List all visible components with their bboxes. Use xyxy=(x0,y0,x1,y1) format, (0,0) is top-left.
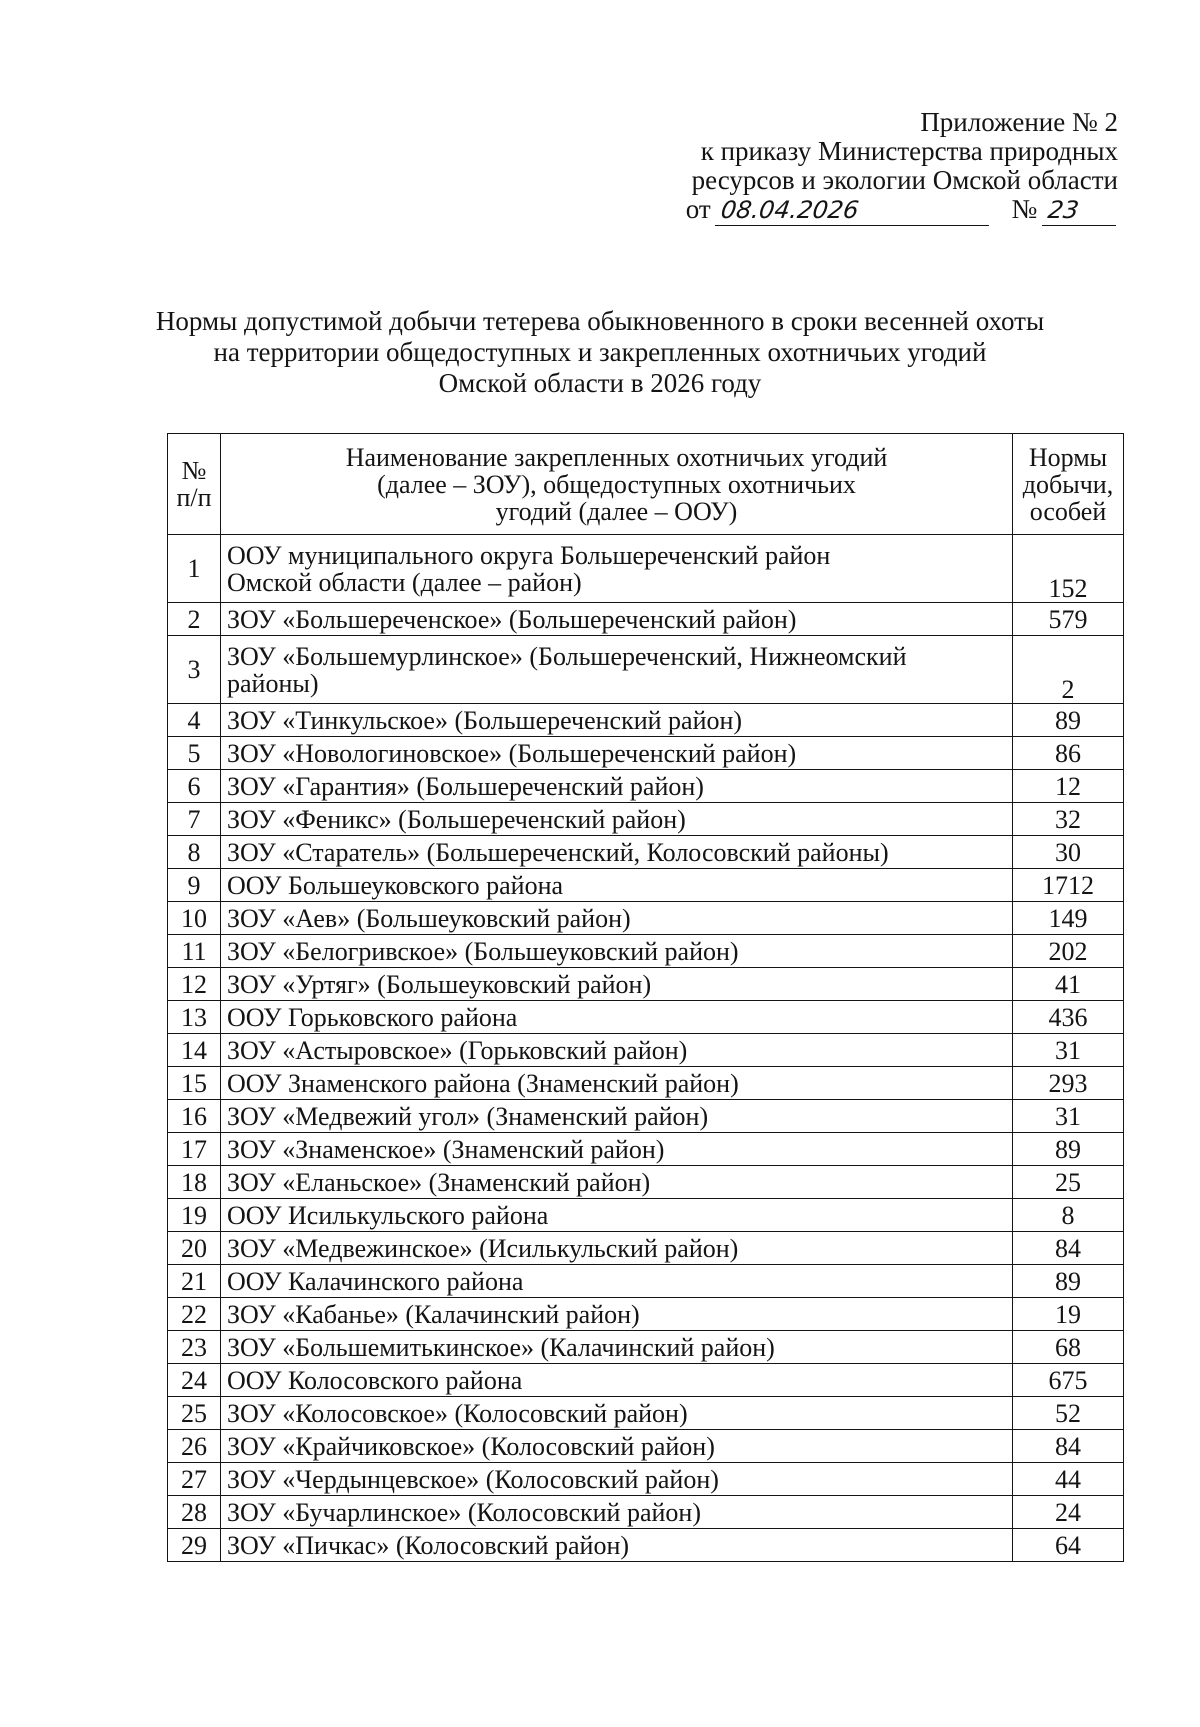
title-line-2: на территории общедоступных и закрепленных охотничьих угодий xyxy=(213,337,987,367)
row-number: 14 xyxy=(168,1034,221,1067)
table-header-row xyxy=(168,434,1124,535)
row-quota: 19 xyxy=(1013,1298,1124,1331)
row-name: ЗОУ «Медвежинское» (Исилькульский район) xyxy=(221,1232,1013,1265)
row-quota: 149 xyxy=(1013,902,1124,935)
row-name: ООУ Калачинского района xyxy=(221,1265,1013,1298)
row-number: 20 xyxy=(168,1232,221,1265)
row-number: 2 xyxy=(168,603,221,636)
row-quota: 579 xyxy=(1013,603,1124,636)
row-name: ООУ Большеуковского района xyxy=(221,869,1013,902)
row-name: ЗОУ «Медвежий угол» (Знаменский район) xyxy=(221,1100,1013,1133)
row-quota: 84 xyxy=(1013,1232,1124,1265)
title-line-3: Омской области в 2026 году xyxy=(438,368,762,398)
row-number: 3 xyxy=(168,636,221,704)
row-quota: 41 xyxy=(1013,968,1124,1001)
row-quota: 2 xyxy=(1013,636,1124,704)
row-quota: 84 xyxy=(1013,1430,1124,1463)
row-number: 29 xyxy=(168,1529,221,1562)
table-row xyxy=(168,1331,1124,1364)
appendix-order-ref: к приказу Министерства природных xyxy=(700,136,1118,166)
row-quota: 32 xyxy=(1013,803,1124,836)
row-quota: 68 xyxy=(1013,1331,1124,1364)
row-number: 21 xyxy=(168,1265,221,1298)
row-quota: 31 xyxy=(1013,1100,1124,1133)
table-row xyxy=(168,869,1124,902)
row-number: 4 xyxy=(168,704,221,737)
quota-table xyxy=(167,433,1124,1562)
appendix-date-line xyxy=(686,195,1118,226)
row-quota: 30 xyxy=(1013,836,1124,869)
row-number: 18 xyxy=(168,1166,221,1199)
row-number: 15 xyxy=(168,1067,221,1100)
row-number: 17 xyxy=(168,1133,221,1166)
table-row xyxy=(168,1034,1124,1067)
row-name: ЗОУ «Еланьское» (Знаменский район) xyxy=(221,1166,1013,1199)
row-number: 25 xyxy=(168,1397,221,1430)
row-number: 8 xyxy=(168,836,221,869)
row-quota: 293 xyxy=(1013,1067,1124,1100)
row-name: ЗОУ «Белогривское» (Большеуковский район) xyxy=(221,935,1013,968)
table-row xyxy=(168,1133,1124,1166)
table-row xyxy=(168,603,1124,636)
table-row xyxy=(168,1496,1124,1529)
handwritten-number: 23 xyxy=(1042,196,1120,226)
row-name: ООУ Колосовского района xyxy=(221,1364,1013,1397)
row-name: ООУ Исилькульского района xyxy=(221,1199,1013,1232)
number-prefix: № xyxy=(1011,194,1038,224)
document-title xyxy=(0,306,1200,399)
row-number: 11 xyxy=(168,935,221,968)
row-number: 27 xyxy=(168,1463,221,1496)
table-row xyxy=(168,535,1124,603)
table-row xyxy=(168,737,1124,770)
table-row xyxy=(168,968,1124,1001)
row-quota: 86 xyxy=(1013,737,1124,770)
row-name: ЗОУ «Кабанье» (Калачинский район) xyxy=(221,1298,1013,1331)
table-row xyxy=(168,1067,1124,1100)
row-quota: 24 xyxy=(1013,1496,1124,1529)
row-name: ЗОУ «Аев» (Большеуковский район) xyxy=(221,902,1013,935)
table-row xyxy=(168,1364,1124,1397)
table-row xyxy=(168,636,1124,704)
row-name: ЗОУ «Крайчиковское» (Колосовский район) xyxy=(221,1430,1013,1463)
row-name: ООУ муниципального округа Большереченский район Омской области (далее – район) xyxy=(221,535,1013,603)
table-row xyxy=(168,1463,1124,1496)
row-name: ЗОУ «Пичкас» (Колосовский район) xyxy=(221,1529,1013,1562)
row-name: ЗОУ «Колосовское» (Колосовский район) xyxy=(221,1397,1013,1430)
table-row xyxy=(168,1001,1124,1034)
row-name: ЗОУ «Большереченское» (Большереченский район) xyxy=(221,603,1013,636)
row-number: 26 xyxy=(168,1430,221,1463)
row-quota: 52 xyxy=(1013,1397,1124,1430)
row-number: 19 xyxy=(168,1199,221,1232)
table-row xyxy=(168,1265,1124,1298)
table-row xyxy=(168,836,1124,869)
title-line-1: Нормы допустимой добычи тетерева обыкновенного в сроки весенней охоты xyxy=(155,306,1045,336)
table-row xyxy=(168,1100,1124,1133)
row-name: ООУ Знаменского района (Знаменский район) xyxy=(221,1067,1013,1100)
table-row xyxy=(168,1298,1124,1331)
header-number: № п/п xyxy=(168,434,221,535)
row-number: 1 xyxy=(168,535,221,603)
row-quota: 1712 xyxy=(1013,869,1124,902)
row-name: ЗОУ «Феникс» (Большереченский район) xyxy=(221,803,1013,836)
row-number: 9 xyxy=(168,869,221,902)
table-row xyxy=(168,1430,1124,1463)
row-quota: 89 xyxy=(1013,1133,1124,1166)
row-number: 12 xyxy=(168,968,221,1001)
row-quota: 202 xyxy=(1013,935,1124,968)
date-prefix: от xyxy=(685,194,711,224)
row-name: ЗОУ «Тинкульское» (Большереченский район) xyxy=(221,704,1013,737)
table-row xyxy=(168,770,1124,803)
row-quota: 675 xyxy=(1013,1364,1124,1397)
row-name: ЗОУ «Старатель» (Большереченский, Колосовский районы) xyxy=(221,836,1013,869)
row-quota: 64 xyxy=(1013,1529,1124,1562)
row-quota: 44 xyxy=(1013,1463,1124,1496)
row-name: ЗОУ «Астыровское» (Горьковский район) xyxy=(221,1034,1013,1067)
row-quota: 31 xyxy=(1013,1034,1124,1067)
row-number: 10 xyxy=(168,902,221,935)
row-number: 13 xyxy=(168,1001,221,1034)
row-number: 7 xyxy=(168,803,221,836)
row-quota: 152 xyxy=(1013,535,1124,603)
header-quota: Нормы добычи, особей xyxy=(1013,434,1124,535)
table-row xyxy=(168,935,1124,968)
handwritten-date: 08.04.2026 xyxy=(715,196,993,226)
table-row xyxy=(168,1232,1124,1265)
header-name: Наименование закрепленных охотничьих угодий (далее – ЗОУ), общедоступных охотничьих угодий (далее – ООУ) xyxy=(221,434,1013,535)
row-number: 6 xyxy=(168,770,221,803)
row-name: ЗОУ «Гарантия» (Большереченский район) xyxy=(221,770,1013,803)
row-quota: 89 xyxy=(1013,704,1124,737)
row-quota: 25 xyxy=(1013,1166,1124,1199)
row-quota: 12 xyxy=(1013,770,1124,803)
row-quota: 436 xyxy=(1013,1001,1124,1034)
appendix-ministry: ресурсов и экологии Омской области xyxy=(691,165,1118,195)
table-row xyxy=(168,704,1124,737)
table-row xyxy=(168,803,1124,836)
row-number: 16 xyxy=(168,1100,221,1133)
row-number: 5 xyxy=(168,737,221,770)
row-name: ЗОУ «Чердынцевское» (Колосовский район) xyxy=(221,1463,1013,1496)
row-name: ООУ Горьковского района xyxy=(221,1001,1013,1034)
row-number: 28 xyxy=(168,1496,221,1529)
row-name: ЗОУ «Бучарлинское» (Колосовский район) xyxy=(221,1496,1013,1529)
row-name: ЗОУ «Уртяг» (Большеуковский район) xyxy=(221,968,1013,1001)
row-name: ЗОУ «Новологиновское» (Большереченский район) xyxy=(221,737,1013,770)
row-quota: 89 xyxy=(1013,1265,1124,1298)
row-number: 22 xyxy=(168,1298,221,1331)
row-name: ЗОУ «Большемитькинское» (Калачинский район) xyxy=(221,1331,1013,1364)
table-row xyxy=(168,1166,1124,1199)
appendix-header xyxy=(686,108,1118,226)
row-number: 23 xyxy=(168,1331,221,1364)
table-row xyxy=(168,1397,1124,1430)
table-row xyxy=(168,902,1124,935)
row-name: ЗОУ «Знаменское» (Знаменский район) xyxy=(221,1133,1013,1166)
row-name: ЗОУ «Большемурлинское» (Большереченский, Нижнеомский районы) xyxy=(221,636,1013,704)
row-number: 24 xyxy=(168,1364,221,1397)
appendix-number: Приложение № 2 xyxy=(920,107,1118,137)
row-quota: 8 xyxy=(1013,1199,1124,1232)
table-row xyxy=(168,1199,1124,1232)
table-row xyxy=(168,1529,1124,1562)
